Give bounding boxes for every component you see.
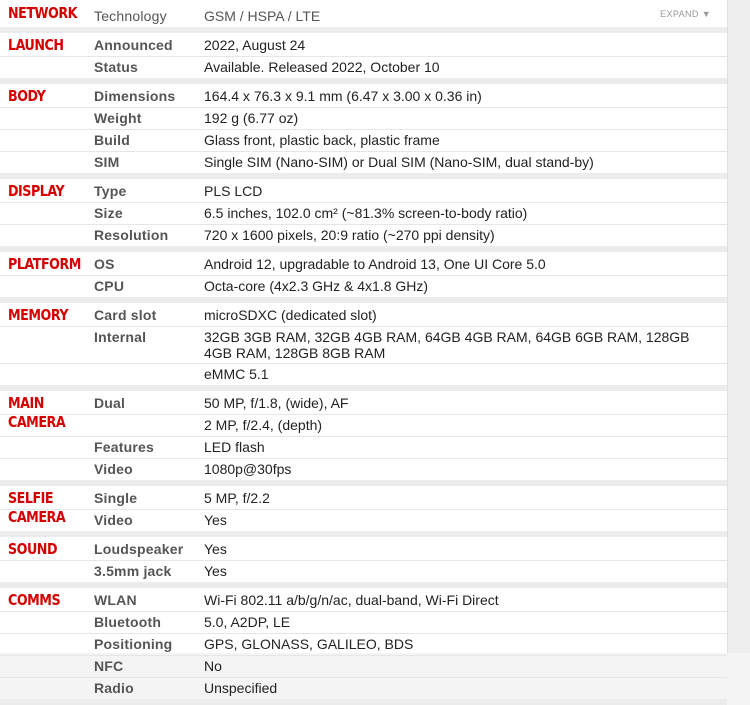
- spec-label[interactable]: [94, 364, 204, 385]
- spec-label[interactable]: SIM: [94, 154, 120, 170]
- spec-row: [0, 458, 727, 480]
- spec-value: 164.4 x 76.3 x 9.1 mm (6.47 x 3.00 x 0.36 in): [204, 88, 482, 104]
- spec-value: eMMC 5.1: [204, 366, 269, 382]
- section-title: COMMS: [8, 591, 61, 609]
- spec-value: 6.5 inches, 102.0 cm² (~81.3% screen-to-body ratio): [204, 205, 528, 221]
- spec-section-comms: [0, 588, 727, 705]
- spec-label[interactable]: [94, 415, 204, 436]
- spec-label[interactable]: Features: [94, 439, 154, 455]
- spec-label[interactable]: Bluetooth: [94, 614, 162, 630]
- spec-section-launch: [0, 33, 727, 84]
- spec-row: [0, 6, 727, 27]
- spec-label[interactable]: CPU: [94, 278, 125, 294]
- spec-label[interactable]: WLAN: [94, 592, 137, 608]
- spec-row: [0, 181, 727, 202]
- spec-label[interactable]: Single: [94, 490, 138, 506]
- spec-row: [0, 655, 727, 677]
- spec-label[interactable]: 3.5mm jack: [94, 563, 172, 579]
- spec-value: Yes: [204, 512, 227, 528]
- spec-row: [0, 590, 727, 611]
- spec-label[interactable]: Weight: [94, 110, 142, 126]
- spec-label[interactable]: Loudspeaker: [94, 541, 184, 557]
- spec-value: Unspecified: [204, 680, 278, 696]
- spec-label[interactable]: Video: [94, 512, 133, 528]
- spec-row: [0, 254, 727, 275]
- spec-section-platform: [0, 252, 727, 303]
- spec-value: LED flash: [204, 439, 265, 455]
- spec-value: microSDXC (dedicated slot): [204, 307, 377, 323]
- spec-row: [0, 305, 727, 326]
- spec-value: 32GB 3GB RAM, 32GB 4GB RAM, 64GB 4GB RAM, 64GB 6GB RAM, 128GB 4GB RAM, 128GB 8GB RAM: [204, 329, 690, 361]
- spec-row: [0, 488, 727, 509]
- spec-value: PLS LCD: [204, 183, 263, 199]
- spec-label[interactable]: OS: [94, 256, 115, 272]
- scrollbar[interactable]: [727, 0, 750, 653]
- section-title: SELFIE CAMERA: [8, 489, 66, 526]
- section-title: NETWORK: [8, 4, 78, 22]
- spec-value: 5.0, A2DP, LE: [204, 614, 291, 630]
- section-title: MEMORY: [8, 306, 69, 324]
- spec-label[interactable]: Type: [94, 183, 127, 199]
- spec-row: [0, 151, 727, 173]
- spec-section-sound: [0, 537, 727, 588]
- section-title: BODY: [8, 87, 46, 105]
- spec-row: [0, 129, 727, 151]
- spec-row: [0, 677, 727, 699]
- section-title: LAUNCH: [8, 36, 64, 54]
- spec-label[interactable]: Announced: [94, 37, 173, 53]
- spec-value: GSM / HSPA / LTE: [204, 8, 321, 24]
- spec-value: 192 g (6.77 oz): [204, 110, 299, 126]
- spec-row: [0, 414, 727, 436]
- spec-label[interactable]: Video: [94, 461, 133, 477]
- section-title: MAIN CAMERA: [8, 394, 66, 431]
- spec-row: [0, 509, 727, 531]
- spec-label[interactable]: Dimensions: [94, 88, 176, 104]
- spec-row: [0, 363, 727, 385]
- spec-value: Available. Released 2022, October 10: [204, 59, 440, 75]
- spec-value: Yes: [204, 563, 227, 579]
- spec-label[interactable]: Dual: [94, 395, 126, 411]
- spec-row: [0, 326, 727, 363]
- spec-label[interactable]: Build: [94, 132, 130, 148]
- spec-section-body: [0, 84, 727, 179]
- spec-label[interactable]: Status: [94, 59, 138, 75]
- spec-row: [0, 35, 727, 56]
- spec-value: 50 MP, f/1.8, (wide), AF: [204, 395, 349, 411]
- spec-value: Glass front, plastic back, plastic frame: [204, 132, 440, 148]
- spec-row: [0, 539, 727, 560]
- spec-section-display: [0, 179, 727, 252]
- spec-label[interactable]: Resolution: [94, 227, 169, 243]
- spec-section-network: [0, 0, 727, 33]
- spec-value: 5 MP, f/2.2: [204, 490, 270, 506]
- spec-row: [0, 611, 727, 633]
- spec-label[interactable]: Technology: [94, 8, 167, 24]
- spec-value: No: [204, 658, 222, 674]
- spec-label[interactable]: NFC: [94, 658, 124, 674]
- spec-row: [0, 633, 727, 655]
- spec-row: [0, 393, 727, 414]
- spec-value: GPS, GLONASS, GALILEO, BDS: [204, 636, 414, 652]
- spec-value: Android 12, upgradable to Android 13, One UI Core 5.0: [204, 256, 546, 272]
- spec-row: [0, 86, 727, 107]
- section-title: SOUND: [8, 540, 58, 558]
- section-title: PLATFORM: [8, 255, 81, 273]
- spec-value: Yes: [204, 541, 227, 557]
- spec-row: [0, 560, 727, 582]
- spec-row: [0, 202, 727, 224]
- spec-value: 1080p@30fps: [204, 461, 292, 477]
- spec-value: 2022, August 24: [204, 37, 306, 53]
- spec-value: 720 x 1600 pixels, 20:9 ratio (~270 ppi density): [204, 227, 495, 243]
- spec-value: 2 MP, f/2.4, (depth): [204, 417, 323, 433]
- spec-label[interactable]: Internal: [94, 329, 147, 345]
- spec-label[interactable]: Positioning: [94, 636, 173, 652]
- spec-label[interactable]: Radio: [94, 680, 134, 696]
- spec-row: [0, 436, 727, 458]
- spec-row: [0, 56, 727, 78]
- spec-label[interactable]: Size: [94, 205, 123, 221]
- spec-value: Octa-core (4x2.3 GHz & 4x1.8 GHz): [204, 278, 429, 294]
- section-title: DISPLAY: [8, 182, 65, 200]
- spec-section-selfie-camera: [0, 486, 727, 537]
- spec-value: Wi-Fi 802.11 a/b/g/n/ac, dual-band, Wi-Fi Direct: [204, 592, 499, 608]
- spec-section-main-camera: [0, 391, 727, 486]
- spec-row: [0, 275, 727, 297]
- spec-label[interactable]: Card slot: [94, 307, 157, 323]
- spec-row: [0, 224, 727, 246]
- expand-link[interactable]: EXPAND ▼: [660, 9, 711, 19]
- spec-section-memory: [0, 303, 727, 391]
- spec-row: [0, 107, 727, 129]
- spec-value: Single SIM (Nano-SIM) or Dual SIM (Nano-SIM, dual stand-by): [204, 154, 594, 170]
